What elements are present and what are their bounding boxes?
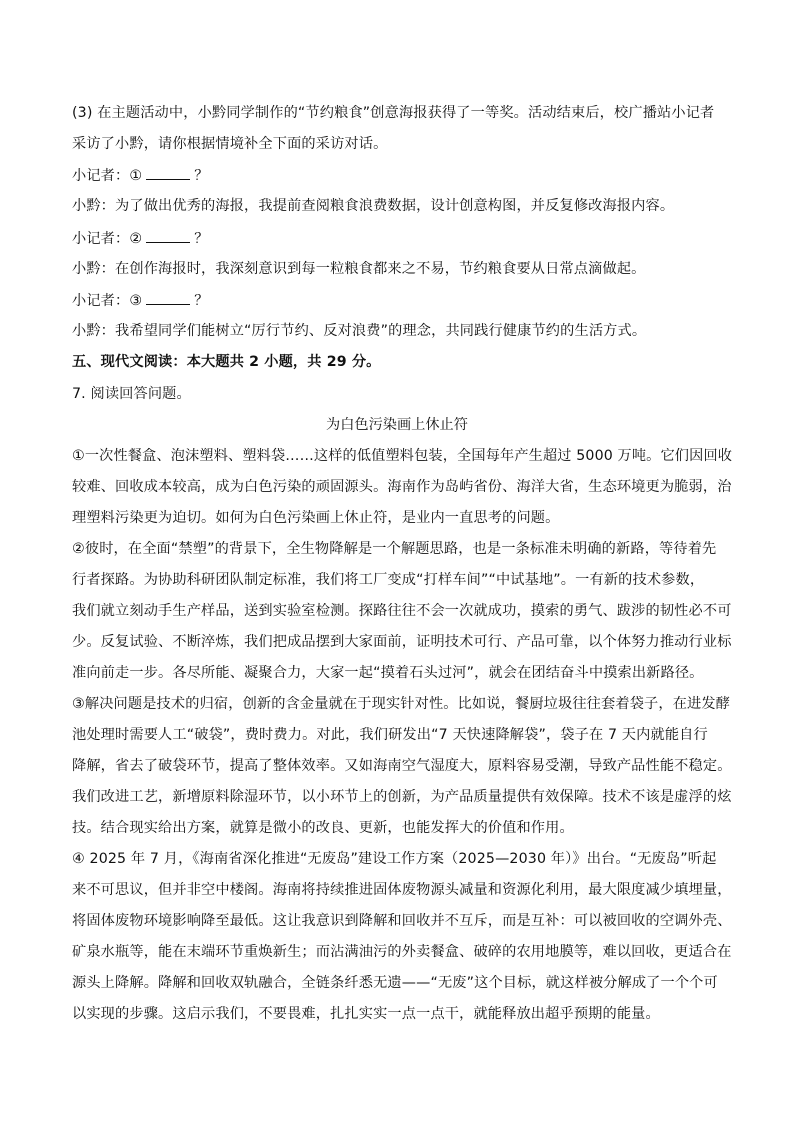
article-line: 理塑料污染更为迫切。如何为白色污染画上休止符，是业内一直思考的问题。 bbox=[72, 510, 560, 526]
article-title: 为白色污染画上休止符 bbox=[326, 417, 468, 433]
article-line: 我们就立刻动手生产样品，送到实验室检测。探路往往不会一次就成功，摸索的勇气、跋涉的韧性必不可 bbox=[72, 603, 732, 619]
article-line: 以实现的步骤。这启示我们，不要畏难，扎扎实实一点一点干，就能释放出超乎预期的能量。 bbox=[72, 1006, 660, 1022]
answer-blank-1[interactable] bbox=[146, 165, 190, 180]
reporter-label-2: 小记者：② bbox=[72, 231, 143, 247]
article-line: 准向前走一步。各尽所能、凝聚合力，大家一起“摸着石头过河”，就会在团结奋斗中摸索出新路径。 bbox=[72, 665, 704, 681]
dialogue-reporter-2 bbox=[72, 228, 732, 249]
article-line: ④ 2025 年 7 月，《海南省深化推进“无废岛”建设工作方案（2025—2030 年）》出台。“无废岛”听起 bbox=[72, 851, 717, 867]
dialogue-answer-2: 小黔：在创作海报时，我深刻意识到每一粒粮食都来之不易，节约粮食要从日常点滴做起。 bbox=[72, 261, 646, 277]
article-line: 较难、回收成本较高，成为白色污染的顽固源头。海南作为岛屿省份、海洋大省，生态环境更为脆弱，治 bbox=[72, 479, 732, 495]
question-3-intro-line-1: (3) 在主题活动中，小黔同学制作的“节约粮食”创意海报获得了一等奖。活动结束后，校广播站小记者 bbox=[72, 105, 715, 121]
reporter-label-3: 小记者：③ bbox=[72, 293, 143, 309]
dialogue-answer-3: 小黔：我希望同学们能树立“厉行节约、反对浪费”的理念，共同践行健康节约的生活方式。 bbox=[72, 323, 647, 339]
article-line: ①一次性餐盒、泡沫塑料、塑料袋……这样的低值塑料包装，全国每年产生超过 5000 万吨。它们因回收 bbox=[72, 448, 733, 464]
article-line: 技。结合现实给出方案，就算是微小的改良、更新，也能发挥大的价值和作用。 bbox=[72, 820, 574, 836]
dialogue-reporter-3 bbox=[72, 290, 732, 311]
article-line: 矿泉水瓶等，能在末端环节重焕新生；而沾满油污的外卖餐盒、破碎的农用地膜等，难以回收，更适合在 bbox=[72, 944, 732, 960]
article-line: 来不可思议，但并非空中楼阁。海南将持续推进固体废物源头减量和资源化利用，最大限度减少填埋量， bbox=[72, 882, 732, 898]
article-line: 行者探路。为协助科研团队制定标准，我们将工厂变成“打样车间”“中试基地”。一有新的技术参数， bbox=[72, 572, 705, 588]
question-mark-2: ？ bbox=[194, 231, 209, 247]
question-mark-1: ？ bbox=[194, 168, 209, 184]
article-line: ②彼时，在全面“禁塑”的背景下，全生物降解是一个解题思路，也是一条标准未明确的新路，等待着先 bbox=[72, 541, 717, 557]
section-5-heading: 五、现代文阅读：本大题共 2 小题，共 29 分。 bbox=[72, 354, 381, 370]
article-line: 降解，省去了破袋环节，提高了整体效率。又如海南空气湿度大，原料容易受潮，导致产品性能不稳定。 bbox=[72, 758, 732, 774]
article-line: 我们改进工艺，新增原料除湿环节，以小环节上的创新，为产品质量提供有效保障。技术不该是虚浮的炫 bbox=[72, 789, 732, 805]
answer-blank-2[interactable] bbox=[146, 228, 190, 243]
article-line: 将固体废物环境影响降至最低。这让我意识到降解和回收并不互斥，而是互补：可以被回收的空调外壳、 bbox=[72, 913, 732, 929]
article-line: 少。反复试验、不断淬炼，我们把成品摆到大家面前，证明技术可行、产品可靠，以个体努力推动行业标 bbox=[72, 634, 732, 650]
dialogue-answer-1: 小黔：为了做出优秀的海报，我提前查阅粮食浪费数据，设计创意构图，并反复修改海报内容。 bbox=[72, 198, 675, 214]
dialogue-reporter-1 bbox=[72, 165, 732, 186]
question-7-prompt: 7. 阅读回答问题。 bbox=[72, 386, 191, 402]
article-line: 池处理时需要人工“破袋”，费时费力。对此，我们研发出“7 天快速降解袋”，袋子在 7 天内就能自行 bbox=[72, 727, 708, 743]
article-line: 源头上降解。降解和回收双轨融合，全链条纤悉无遗——“无废”这个目标，就这样被分解成了一个个可 bbox=[72, 975, 718, 991]
question-mark-3: ？ bbox=[194, 293, 209, 309]
answer-blank-3[interactable] bbox=[146, 290, 190, 305]
question-3-intro-line-2: 采访了小黔，请你根据情境补全下面的采访对话。 bbox=[72, 136, 388, 152]
reporter-label-1: 小记者：① bbox=[72, 168, 143, 184]
article-line: ③解决问题是技术的归宿，创新的含金量就在于现实针对性。比如说，餐厨垃圾往往套着袋子，在进发酵 bbox=[72, 696, 731, 712]
